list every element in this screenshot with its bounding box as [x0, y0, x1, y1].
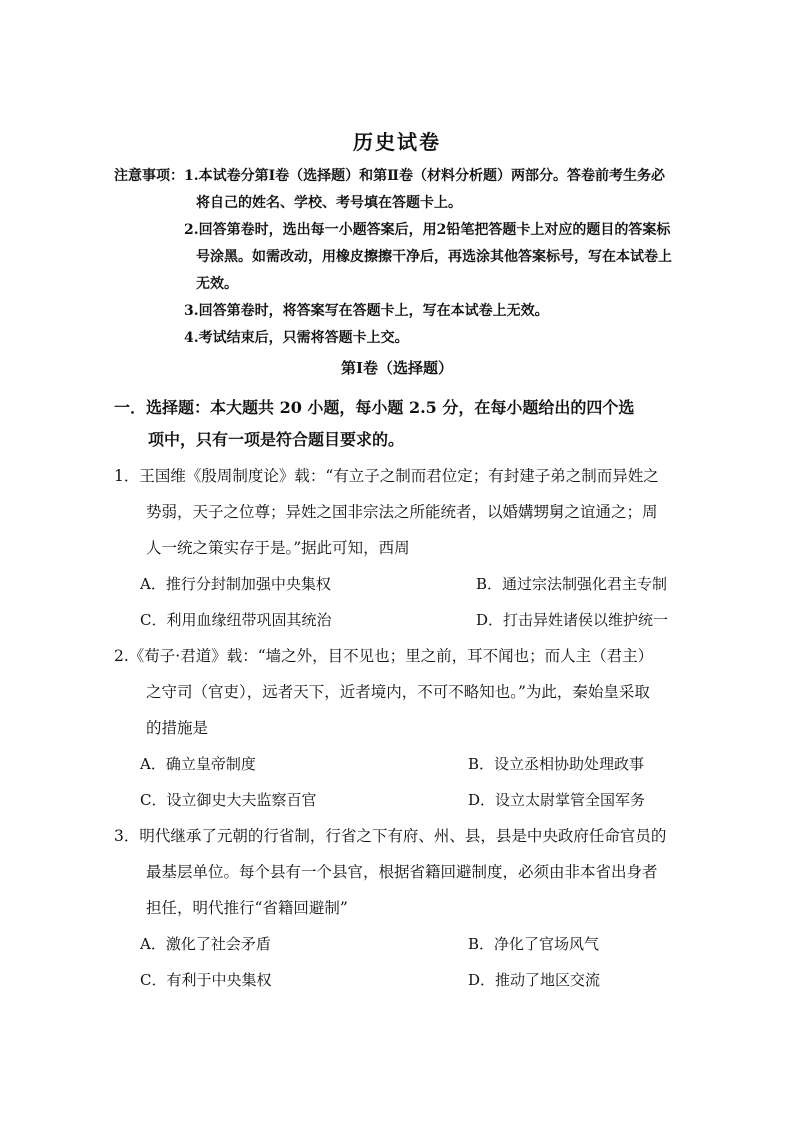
question-stem-line: 2.《荀子·君道》载：“墙之外，目不见也；里之前，耳不闻也；而人主（君主） [114, 647, 654, 665]
question-stem-line: 的措施是 [146, 719, 209, 737]
option-c[interactable]: C．利用血缘纽带巩固其统治 [140, 611, 332, 629]
option-b[interactable]: B．净化了官场风气 [468, 935, 600, 953]
question-stem-line: 担任，明代推行“省籍回避制” [146, 899, 348, 917]
option-row [114, 602, 694, 638]
notice-block [114, 163, 694, 352]
notice-line [114, 217, 694, 244]
option-d[interactable]: D．设立太尉掌管全国军务 [468, 791, 646, 809]
question-stem-line: 势弱，天子之位尊；异姓之国非宗法之所能统者，以婚媾甥舅之谊通之；周 [146, 503, 658, 521]
page-title: 历史试卷 [353, 130, 441, 154]
question-stem-line: 3．明代继承了元朝的行省制，行省之下有府、州、县，县是中央政府任命官员的 [114, 827, 667, 845]
notice-line [114, 271, 694, 298]
question-stem-line: 人一统之策实存于是。”据此可知，西周 [146, 539, 410, 557]
notice-label: 注意事项： [114, 168, 184, 184]
option-a[interactable]: A．确立皇帝制度 [140, 755, 256, 773]
option-row [114, 962, 694, 998]
option-b[interactable]: B．通过宗法制强化君主专制 [476, 575, 668, 593]
notice-line [114, 190, 694, 217]
option-row [114, 926, 694, 962]
question-3 [114, 818, 694, 998]
option-c[interactable]: C．设立御史大夫监察百官 [140, 791, 317, 809]
part-instructions [114, 392, 694, 456]
notice-line [114, 163, 694, 190]
question-1 [114, 458, 694, 638]
option-c[interactable]: C．有利于中央集权 [140, 971, 272, 989]
option-row [114, 782, 694, 818]
option-row [114, 746, 694, 782]
notice-line [114, 244, 694, 271]
notice-item-text: 4.考试结束后，只需将答题卡上交。 [184, 330, 409, 346]
notice-item-text: 1.本试卷分第Ⅰ卷（选择题）和第Ⅱ卷（材料分析题）两部分。答卷前考生务必 [184, 168, 665, 184]
notice-item-text: 号涂黑。如需改动，用橡皮擦擦干净后，再选涂其他答案标号，写在本试卷上 [196, 249, 672, 265]
question-stem-line: 之守司（官吏），远者天下，近者境内，不可不略知也。”为此，秦始皇采取 [146, 683, 650, 701]
option-d[interactable]: D．打击异姓诸侯以维护统一 [476, 611, 669, 629]
part-instructions-line: 一．选择题：本大题共 20 小题，每小题 2.5 分，在每小题给出的四个选 [114, 398, 635, 417]
notice-line [114, 325, 694, 352]
option-a[interactable]: A．推行分封制加强中央集权 [140, 575, 331, 593]
part-instructions-line: 项中，只有一项是符合题目要求的。 [148, 430, 405, 449]
notice-item-text: 2.回答第卷时，选出每一小题答案后，用2铅笔把答题卡上对应的题目的答案标 [184, 222, 671, 238]
option-d[interactable]: D．推动了地区交流 [468, 971, 601, 989]
notice-line [114, 298, 694, 325]
question-2 [114, 638, 694, 818]
option-b[interactable]: B．设立丞相协助处理政事 [468, 755, 645, 773]
notice-item-text: 无效。 [196, 276, 238, 292]
question-stem-line: 1．王国维《殷周制度论》载：“有立子之制而君位定；有封建子弟之制而异姓之 [114, 467, 659, 485]
notice-item-text: 3.回答第卷时，将答案写在答题卡上，写在本试卷上无效。 [184, 303, 549, 319]
section-title: 第Ⅰ卷（选择题） [340, 359, 454, 377]
notice-item-text: 将自己的姓名、学校、考号填在答题卡上。 [196, 195, 462, 211]
option-row [114, 566, 694, 602]
question-stem-line: 最基层单位。每个县有一个县官，根据省籍回避制度，必须由非本省出身者 [146, 863, 658, 881]
option-a[interactable]: A．激化了社会矛盾 [140, 935, 271, 953]
